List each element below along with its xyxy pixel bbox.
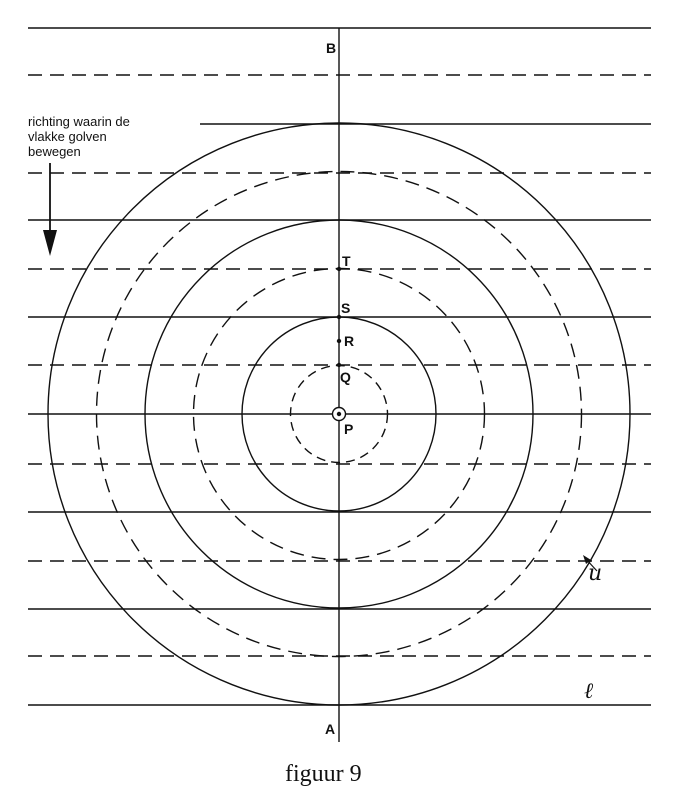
annotation-line-3: bewegen bbox=[28, 144, 81, 159]
label-t: T bbox=[342, 253, 351, 269]
point-t-dot bbox=[337, 267, 341, 271]
label-b: B bbox=[326, 40, 337, 56]
label-a: A bbox=[325, 721, 336, 737]
label-p: P bbox=[344, 421, 354, 437]
figure-caption: figuur 9 bbox=[285, 761, 362, 787]
down-arrow-icon bbox=[43, 163, 57, 256]
annotation-line-1: richting waarin de bbox=[28, 114, 130, 129]
label-u: u bbox=[588, 561, 603, 586]
label-q: Q bbox=[340, 369, 351, 385]
point-r-dot bbox=[337, 339, 341, 343]
label-s: S bbox=[341, 300, 351, 316]
label-l: ℓ bbox=[584, 679, 594, 704]
annotation-line-2: vlakke golven bbox=[28, 129, 107, 144]
source-point-p bbox=[333, 408, 346, 421]
label-r: R bbox=[344, 333, 355, 349]
direction-annotation bbox=[28, 114, 130, 159]
point-q-dot bbox=[337, 363, 341, 367]
